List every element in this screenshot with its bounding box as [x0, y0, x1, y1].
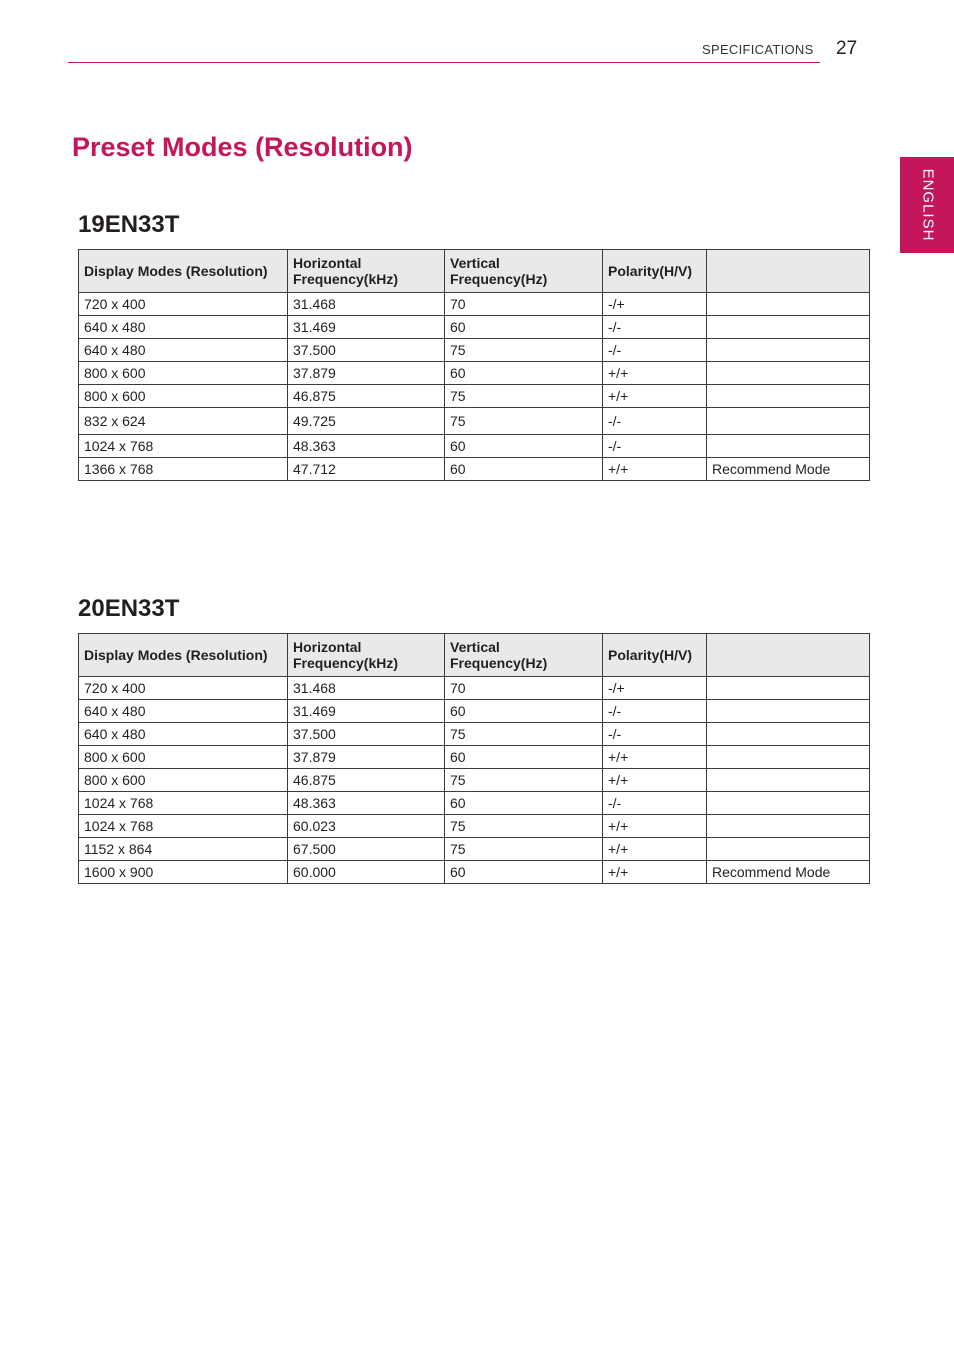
header-section-label: SPECIFICATIONS — [702, 42, 814, 57]
table-cell: 31.469 — [288, 700, 445, 723]
table-cell — [707, 838, 870, 861]
language-side-tab-label: ENGLISH — [919, 168, 937, 242]
column-header-vertical-frequency: Vertical Frequency(Hz) — [445, 634, 603, 677]
table-cell: 640 x 480 — [79, 316, 288, 339]
table-row — [79, 458, 870, 481]
table-cell: 1366 x 768 — [79, 458, 288, 481]
table-cell: -/- — [603, 408, 707, 435]
table-cell: 800 x 600 — [79, 362, 288, 385]
table-cell: 60 — [445, 316, 603, 339]
column-header-notes — [707, 250, 870, 293]
model-heading-20en33t: 20EN33T — [78, 595, 180, 622]
table-cell: +/+ — [603, 815, 707, 838]
table-row — [79, 316, 870, 339]
table-row — [79, 815, 870, 838]
table-cell: 60.000 — [288, 861, 445, 884]
table-row — [79, 339, 870, 362]
table-cell: 800 x 600 — [79, 385, 288, 408]
table-cell — [707, 723, 870, 746]
table-row — [79, 769, 870, 792]
table-cell: 37.879 — [288, 362, 445, 385]
table-cell: 60 — [445, 746, 603, 769]
table-cell — [707, 362, 870, 385]
table-cell: 60 — [445, 362, 603, 385]
column-header-horizontal-frequency: Horizontal Frequency(kHz) — [288, 250, 445, 293]
table-cell: 1152 x 864 — [79, 838, 288, 861]
table-cell: 720 x 400 — [79, 677, 288, 700]
table-cell: 75 — [445, 408, 603, 435]
column-header-horizontal-frequency: Horizontal Frequency(kHz) — [288, 634, 445, 677]
table-cell: 75 — [445, 769, 603, 792]
table-cell: 60 — [445, 792, 603, 815]
table-cell: +/+ — [603, 838, 707, 861]
table-cell: 37.500 — [288, 339, 445, 362]
preset-modes-table-19en33t — [78, 249, 870, 481]
table-cell: +/+ — [603, 385, 707, 408]
table-cell: 60 — [445, 458, 603, 481]
column-header-polarity: Polarity(H/V) — [603, 250, 707, 293]
table-cell: +/+ — [603, 769, 707, 792]
model-heading-19en33t: 19EN33T — [78, 211, 180, 238]
table-cell — [707, 815, 870, 838]
table-cell: 31.469 — [288, 316, 445, 339]
table-row — [79, 293, 870, 316]
table-cell: -/- — [603, 339, 707, 362]
table-cell: 640 x 480 — [79, 723, 288, 746]
table-cell — [707, 408, 870, 435]
table-cell — [707, 677, 870, 700]
table-cell: 60 — [445, 861, 603, 884]
table-cell: 46.875 — [288, 769, 445, 792]
table-cell: 70 — [445, 293, 603, 316]
table-cell — [707, 339, 870, 362]
table-cell — [707, 435, 870, 458]
table-cell: 832 x 624 — [79, 408, 288, 435]
table-cell: Recommend Mode — [707, 458, 870, 481]
table-cell: 75 — [445, 385, 603, 408]
column-header-polarity: Polarity(H/V) — [603, 634, 707, 677]
table-cell: +/+ — [603, 746, 707, 769]
table-cell: +/+ — [603, 362, 707, 385]
table-cell: -/- — [603, 435, 707, 458]
table-row — [79, 700, 870, 723]
table-cell: 1024 x 768 — [79, 792, 288, 815]
table-row — [79, 861, 870, 884]
table-cell: 60 — [445, 700, 603, 723]
table-cell: 70 — [445, 677, 603, 700]
table-row — [79, 746, 870, 769]
column-header-notes — [707, 634, 870, 677]
table-cell: 800 x 600 — [79, 769, 288, 792]
table-cell: 75 — [445, 838, 603, 861]
table-cell: +/+ — [603, 861, 707, 884]
table-cell: +/+ — [603, 458, 707, 481]
table-cell: 37.879 — [288, 746, 445, 769]
table-cell: 1024 x 768 — [79, 435, 288, 458]
table-row — [79, 362, 870, 385]
column-header-display-modes: Display Modes (Resolution) — [79, 634, 288, 677]
table-cell: 720 x 400 — [79, 293, 288, 316]
table-cell — [707, 316, 870, 339]
table-cell: 48.363 — [288, 792, 445, 815]
table-cell: -/- — [603, 700, 707, 723]
table-cell: 49.725 — [288, 408, 445, 435]
table-cell: 47.712 — [288, 458, 445, 481]
table-header-row — [79, 634, 870, 677]
table-cell — [707, 385, 870, 408]
table-cell: 31.468 — [288, 677, 445, 700]
table-cell: 1600 x 900 — [79, 861, 288, 884]
header-divider — [68, 62, 820, 63]
table-cell — [707, 746, 870, 769]
table-cell: 800 x 600 — [79, 746, 288, 769]
page-number: 27 — [836, 38, 858, 59]
preset-modes-table-20en33t — [78, 633, 870, 884]
table-row — [79, 723, 870, 746]
table-cell: -/- — [603, 316, 707, 339]
table-cell: 60 — [445, 435, 603, 458]
table-header-row — [79, 250, 870, 293]
table-cell: 1024 x 768 — [79, 815, 288, 838]
table-cell: 640 x 480 — [79, 339, 288, 362]
table-cell — [707, 792, 870, 815]
page-title: Preset Modes (Resolution) — [72, 132, 413, 162]
table-cell: -/- — [603, 792, 707, 815]
table-row — [79, 838, 870, 861]
table-cell — [707, 700, 870, 723]
table-cell: 75 — [445, 723, 603, 746]
table-cell: 60.023 — [288, 815, 445, 838]
table-cell: Recommend Mode — [707, 861, 870, 884]
table-row — [79, 792, 870, 815]
table-cell: -/+ — [603, 677, 707, 700]
table-cell: 48.363 — [288, 435, 445, 458]
table-cell: 31.468 — [288, 293, 445, 316]
table-cell: 37.500 — [288, 723, 445, 746]
table-row — [79, 408, 870, 435]
table-cell: -/- — [603, 723, 707, 746]
column-header-vertical-frequency: Vertical Frequency(Hz) — [445, 250, 603, 293]
table-cell: 46.875 — [288, 385, 445, 408]
table-cell: 75 — [445, 815, 603, 838]
table-cell: 640 x 480 — [79, 700, 288, 723]
table-row — [79, 435, 870, 458]
column-header-display-modes: Display Modes (Resolution) — [79, 250, 288, 293]
table-row — [79, 385, 870, 408]
table-cell — [707, 293, 870, 316]
table-row — [79, 677, 870, 700]
table-cell — [707, 769, 870, 792]
table-cell: 75 — [445, 339, 603, 362]
table-cell: -/+ — [603, 293, 707, 316]
table-cell: 67.500 — [288, 838, 445, 861]
